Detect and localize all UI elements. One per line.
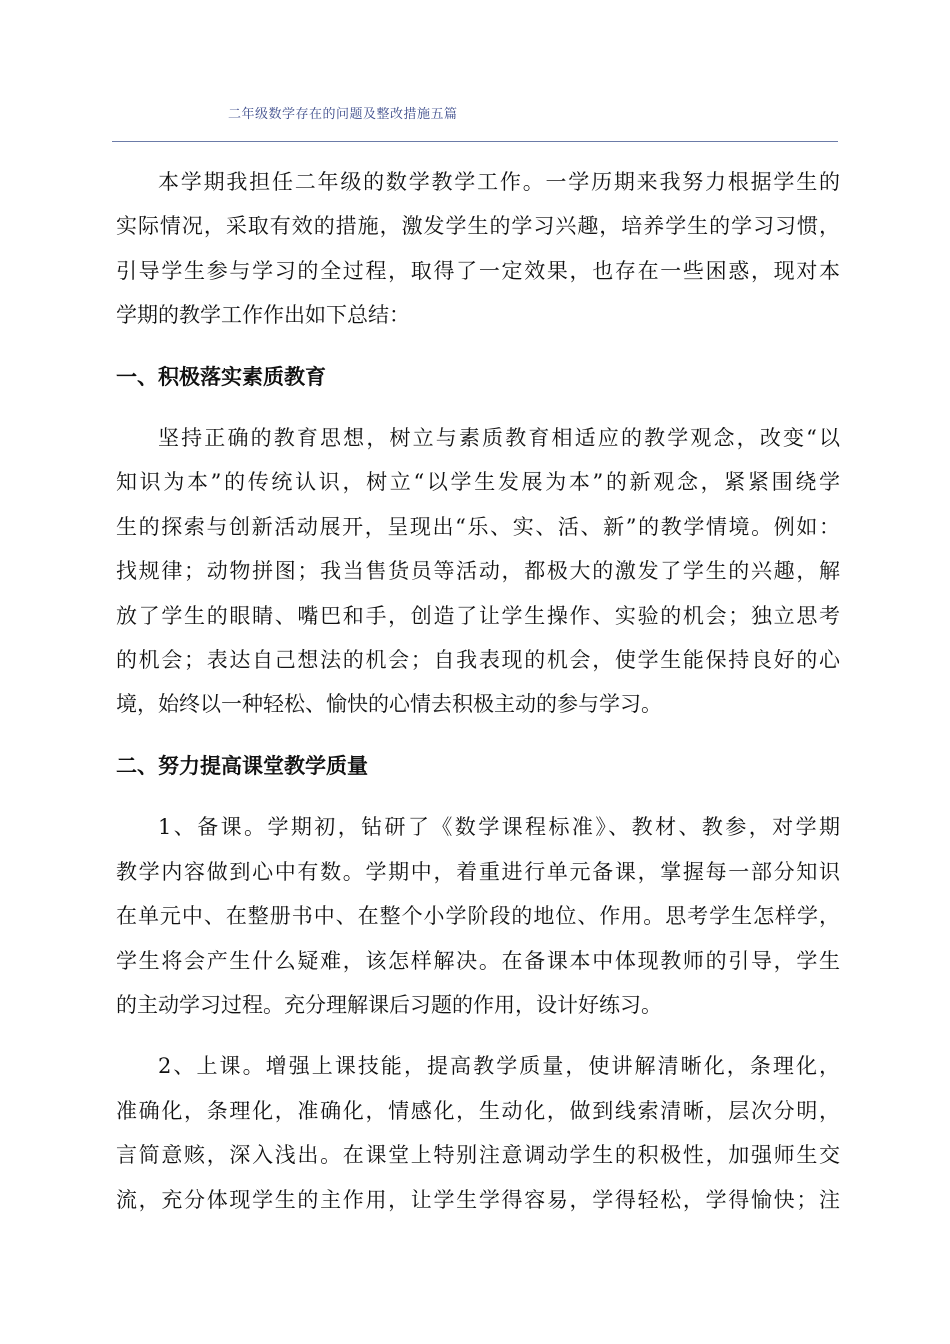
section-heading-2: 二、努力提高课堂教学质量 (116, 753, 368, 778)
text-line: 的主动学习过程。充分理解课后习题的作用，设计好练习。 (116, 992, 662, 1017)
text-line: 的机会；表达自己想法的机会；自我表现的机会，使学生能保持良好的心 (116, 648, 840, 673)
text-line: 学生将会产生什么疑难，该怎样解决。在备课本中体现教师的引导，学生 (116, 948, 840, 973)
text-line: 言简意赅，深入浅出。在课堂上特别注意调动学生的积极性，加强师生交 (116, 1143, 840, 1168)
section1-paragraph (116, 416, 840, 727)
text-line: 流，充分体现学生的主作用，让学生学得容易，学得轻松，学得愉快；注 (116, 1187, 840, 1212)
text-line: 境，始终以一种轻松、愉快的心情去积极主动的参与学习。 (116, 692, 662, 717)
text-line: 实际情况，采取有效的措施，激发学生的学习兴趣，培养学生的学习习惯， (116, 214, 840, 239)
text-line: 知识为本”的传统认识，树立“以学生发展为本”的新观念，紧紧围绕学 (116, 470, 840, 495)
text-line: 引导学生参与学习的全过程，取得了一定效果，也存在一些困惑，现对本 (116, 258, 840, 283)
document-header-title: 二年级数学存在的问题及整改措施五篇 (228, 107, 458, 122)
text-line: 教学内容做到心中有数。学期中，着重进行单元备课，掌握每一部分知识 (116, 859, 840, 884)
text-line: 生的探索与创新活动展开，呈现出“乐、实、活、新”的教学情境。例如： (116, 514, 840, 539)
text-line: 放了学生的眼睛、嘴巴和手，创造了让学生操作、实验的机会；独立思考 (116, 603, 840, 628)
text-line: 在单元中、在整册书中、在整个小学阶段的地位、作用。思考学生怎样学， (116, 904, 840, 929)
document-body (116, 160, 840, 1222)
text-line: 1、备课。学期初，钻研了《数学课程标准》、教材、教参，对学期 (158, 815, 840, 840)
text-line: 坚持正确的教育思想，树立与素质教育相适应的教学观念，改变“以 (158, 426, 840, 451)
section2-paragraph-2 (116, 1044, 840, 1222)
text-line: 准确化，条理化，准确化，情感化，生动化，做到线索清晰，层次分明， (116, 1098, 840, 1123)
text-line: 找规律；动物拼图；我当售货员等活动，都极大的激发了学生的兴趣，解 (116, 559, 840, 584)
text-line: 本学期我担任二年级的数学教学工作。一学历期来我努力根据学生的 (158, 170, 840, 194)
intro-paragraph (116, 160, 840, 338)
text-line: 2、上课。增强上课技能，提高教学质量，使讲解清晰化，条理化， (158, 1054, 840, 1079)
section2-paragraph-1 (116, 805, 840, 1027)
section-heading-1: 一、积极落实素质教育 (116, 364, 326, 389)
text-line: 学期的教学工作作出如下总结： (116, 303, 410, 328)
header-divider (112, 141, 838, 142)
